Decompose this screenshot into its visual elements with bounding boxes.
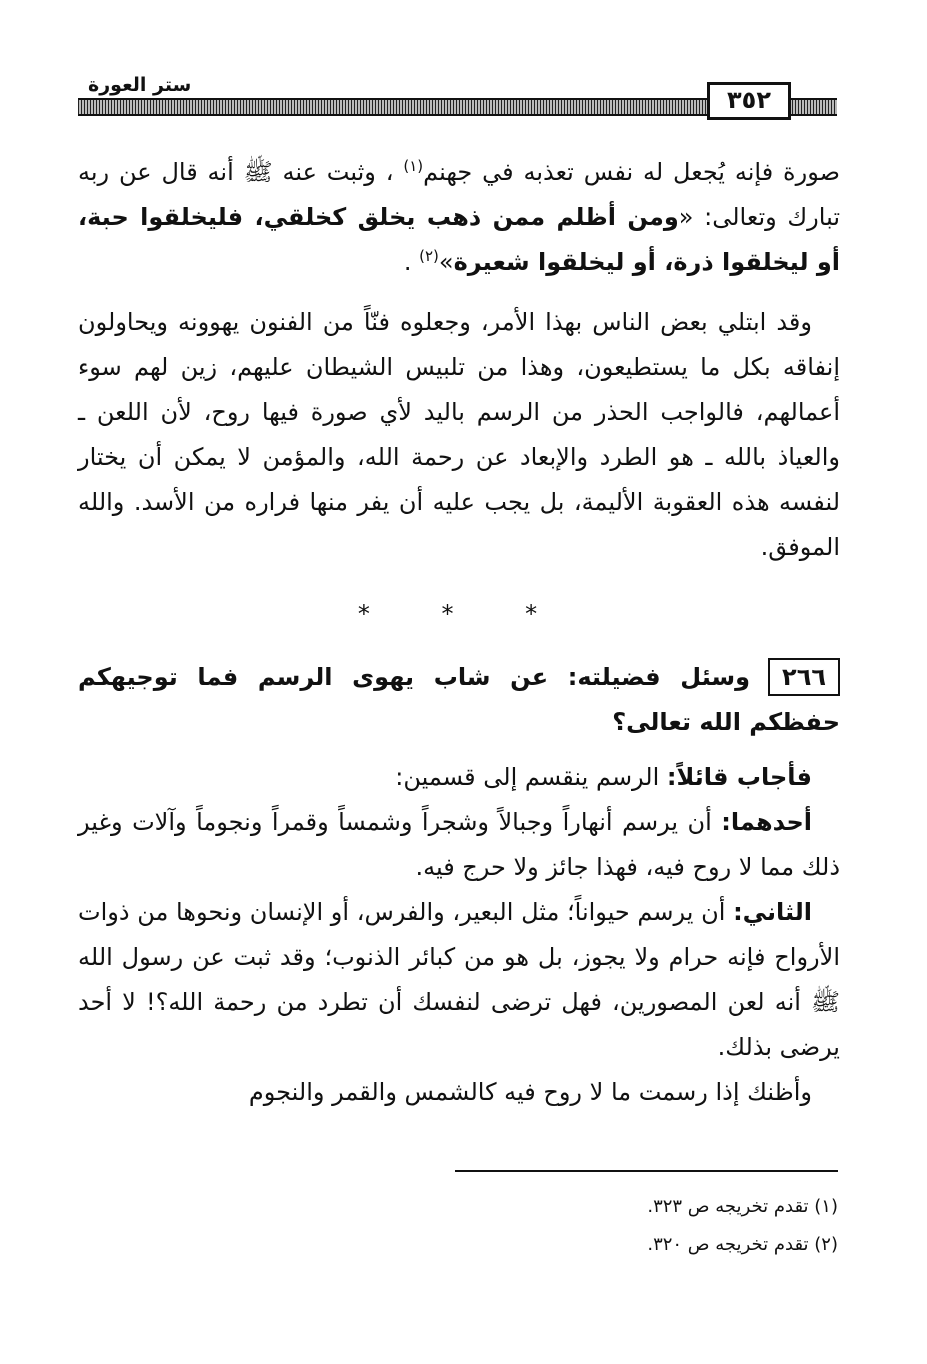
first-type-label: أحدهما: [721, 808, 812, 836]
footnote-ref-1[interactable]: (١) [403, 157, 424, 175]
first-type-text: أن يرسم أنهاراً وجبالاً وشجراً وشمساً وقمراً ونجوماً وآلات وغير ذلك مما لا روح فيه، فهذا جائز ولا حرج فيه. [78, 808, 840, 881]
hadith-quote: ومن أظلم ممن ذهب يخلق كخلقي، فليخلقوا حبة، أو ليخلقوا ذرة، أو ليخلقوا شعيرة [78, 203, 840, 276]
answer-block [78, 755, 840, 1115]
running-header [78, 72, 837, 122]
paragraph-1 [78, 150, 840, 285]
second-type-label: الثاني: [733, 898, 812, 926]
answer-lead: فأجاب قائلاً: [666, 763, 812, 791]
p1-dot: . [403, 248, 412, 276]
footnote-rule [455, 1170, 838, 1172]
second-type-text: أن يرسم حيواناً؛ مثل البعير، والفرس، أو الإنسان ونحوها من ذوات الأرواح فإنه حرام ولا يجوز، بل هو من كبائر الذنوب؛ وقد ثبت عن رسول الله ﷺ أنه لعن المصورين، فهل ترضى لنفسك أن تطرد من رحمة الله؟! لا أحد يرضى بذلك. [78, 898, 840, 1061]
last-line: وأظنك إذا رسمت ما لا روح فيه كالشمس والقمر والنجوم [248, 1078, 812, 1106]
p1-text-b: ، وثبت عنه ﷺ أنه قال عن ربه تبارك وتعالى: « [78, 158, 840, 231]
paragraph-2 [78, 300, 840, 570]
section-separator: * * * [357, 600, 570, 628]
footnote-1: (١) تقدم تخريجه ص ٣٢٣. [647, 1196, 838, 1217]
footnotes [455, 1188, 838, 1264]
footnote-ref-2[interactable]: (٢) [419, 247, 439, 265]
quote-close: » [438, 248, 454, 276]
footnote-2: (٢) تقدم تخريجه ص ٣٢٠. [647, 1234, 838, 1255]
question-number: ٢٦٦ [768, 658, 840, 696]
page-number: ٣٥٢ [707, 82, 791, 120]
answer-intro: الرسم ينقسم إلى قسمين: [395, 763, 660, 791]
p1-text: صورة فإنه يُجعل له نفس تعذبه في جهنم [423, 158, 840, 186]
p2-text: وقد ابتلي بعض الناس بهذا الأمر، وجعلوه فنّاً من الفنون يهوونه ويحاولون إنفاقه بكل ما يستطيعون، وهذا من تلبيس الشيطان عليهم، زين لهم سوء أعمالهم، فالواجب الحذر من الرسم باليد لأي صورة فيها روح، لأن اللعن ـ والعياذ بالله ـ هو الطرد والإبعاد عن رحمة الله، والمؤمن لا يمكن أن يختار لنفسه هذه العقوبة الأليمة، بل يجب عليه أن يفر منها فراره من الأسد. والله الموفق. [78, 308, 840, 561]
question-block [78, 655, 840, 745]
header-title: ستر العورة [84, 74, 195, 96]
question-text: وسئل فضيلته: عن شاب يهوى الرسم فما توجيهكم حفظكم الله تعالى؟ [78, 663, 840, 736]
